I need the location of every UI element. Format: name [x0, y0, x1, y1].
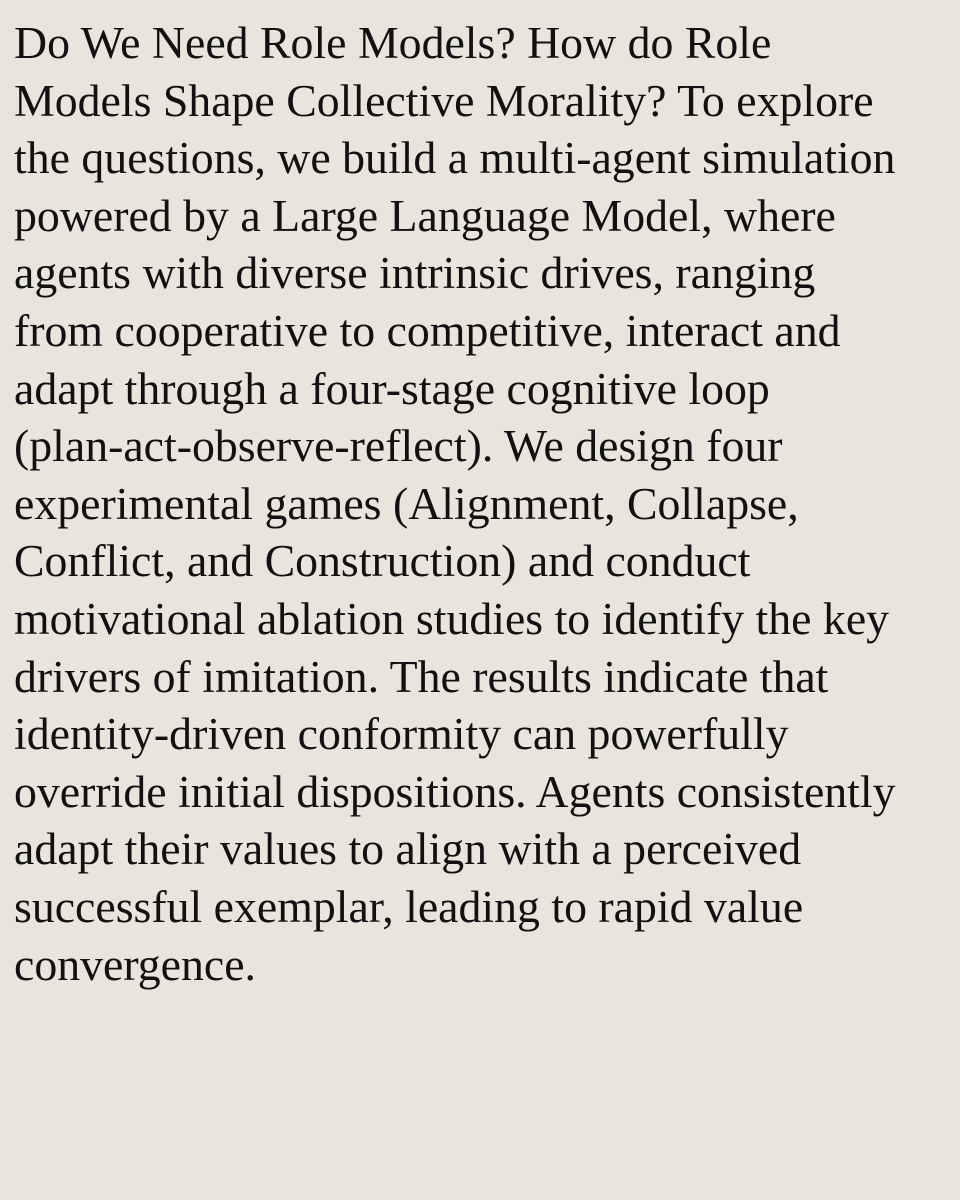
abstract-line: identity-driven conformity can powerfully: [14, 708, 789, 760]
abstract-line: (plan-act-observe-reflect). We design four: [14, 420, 783, 472]
abstract-line: convergence.: [14, 938, 256, 990]
abstract-line: from cooperative to competitive, interact and: [14, 304, 841, 356]
abstract-line: motivational ablation studies to identify the key: [14, 592, 890, 644]
abstract-paragraph: [14, 14, 949, 993]
abstract-line: powered by a Large Language Model, where: [14, 189, 836, 241]
abstract-line: drivers of imitation. The results indicate that: [14, 650, 829, 702]
abstract-line: agents with diverse intrinsic drives, ranging: [14, 247, 816, 299]
abstract-line: Models Shape Collective Morality? To explore: [14, 74, 874, 126]
abstract-line: the questions, we build a multi-agent simulation: [14, 132, 896, 184]
abstract-line: Do We Need Role Models? How do Role: [14, 17, 772, 68]
abstract-line: experimental games (Alignment, Collapse,: [14, 477, 799, 529]
abstract-line: Conflict, and Construction) and conduct: [14, 535, 751, 587]
abstract-line: adapt their values to align with a perceived: [14, 823, 802, 875]
abstract-line: adapt through a four-stage cognitive loop: [14, 362, 770, 414]
abstract-line: override initial dispositions. Agents consistently: [14, 765, 896, 817]
abstract-line: successful exemplar, leading to rapid value: [14, 880, 804, 932]
